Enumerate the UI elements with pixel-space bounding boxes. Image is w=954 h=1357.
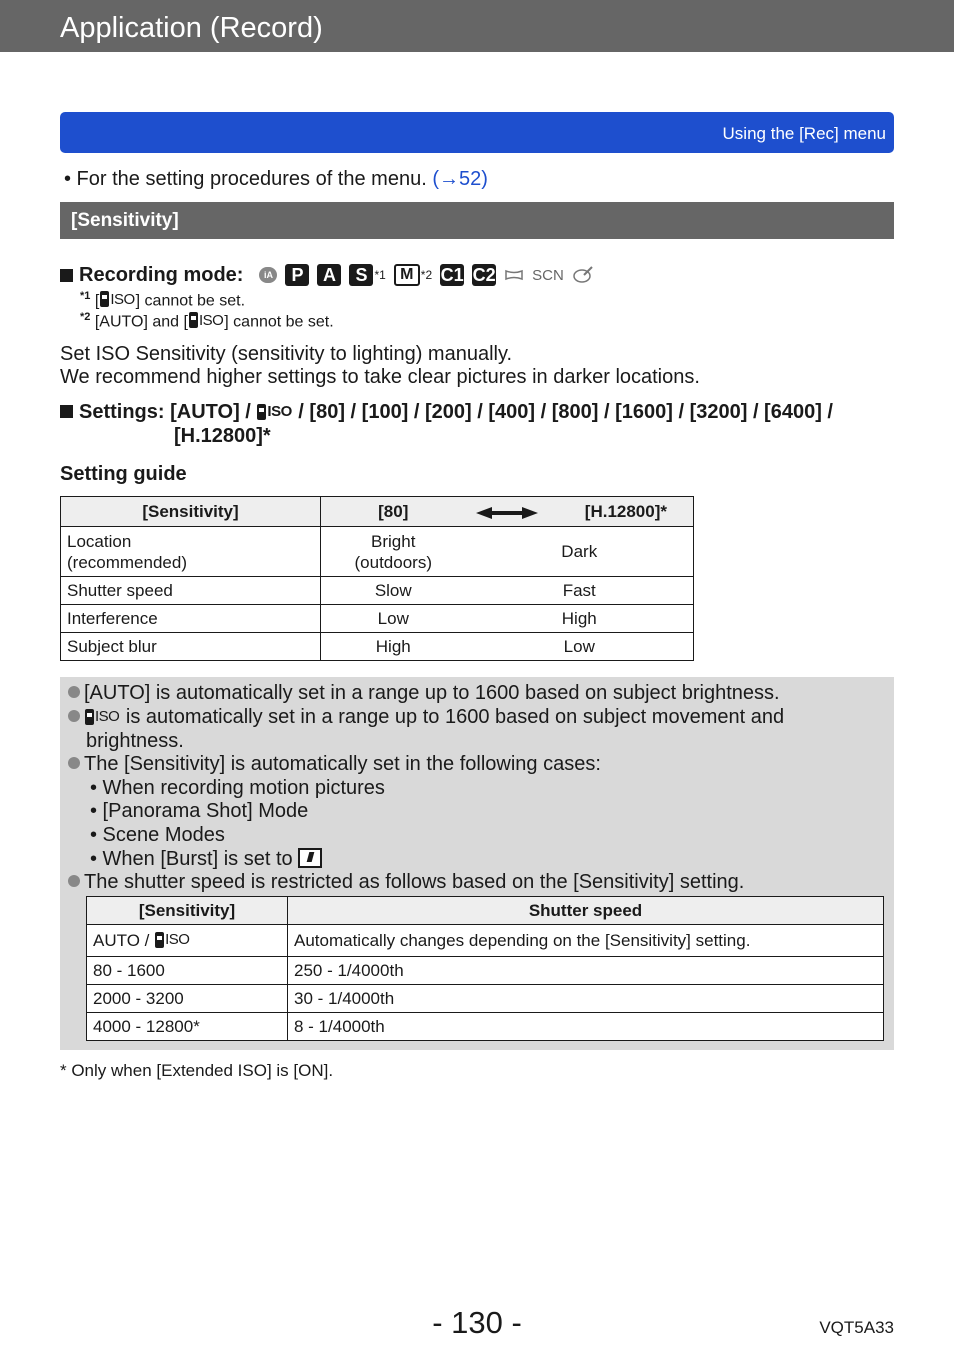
iso-label: ISO [267,403,292,420]
note-1-pre: [ [94,292,100,310]
scn-mode-icon: SCN [532,264,564,286]
info-text: The shutter speed is restricted as follows based on the [Sensitivity] setting. [84,871,745,893]
info-sub-item: • Scene Modes [90,824,225,846]
page-number: - 130 - [432,1305,522,1340]
square-bullet-icon [60,269,73,282]
intelligent-iso-icon [189,312,223,329]
cell-line: Location [67,531,132,551]
round-bullet-icon [68,686,80,698]
settings-list [60,400,833,448]
table-cell: 4000 - 12800* [87,1013,288,1041]
table-header [466,497,694,527]
p-mode-icon: P [285,264,309,286]
rec-menu-link[interactable]: Using the [Rec] menu [722,124,886,143]
procedure-note [64,168,488,191]
table-header-row [87,897,884,925]
info-bullet-2-cont: brightness. [86,730,184,752]
table-row [87,925,884,957]
setting-guide-table [60,496,694,661]
table-cell: High [321,633,466,661]
table-cell [87,925,288,957]
creative-control-icon [572,264,594,286]
table-row [87,1013,884,1041]
c1-mode-icon: C1 [440,264,464,285]
note-2-mark: *2 [80,311,91,323]
cell-line: (outdoors) [354,552,432,572]
table-cell: Automatically changes depending on the [Sensitivity] setting. [288,925,884,957]
table-row [61,605,694,633]
iso-label: ISO [165,931,190,948]
square-bullet-icon [60,405,73,418]
table-header: Shutter speed [288,897,884,925]
table-row [61,633,694,661]
header-high-label: [H.12800]* [584,501,667,521]
note-1-post: ] cannot be set. [135,292,246,310]
table-row [87,985,884,1013]
table-cell: Low [321,605,466,633]
table-cell: 80 - 1600 [87,957,288,985]
panorama-mode-icon [504,264,524,286]
note-1 [80,290,245,310]
table-cell: Interference [61,605,321,633]
cell-line: Bright [371,531,416,551]
table-cell: Subject blur [61,633,321,661]
table-cell: Fast [466,577,694,605]
description [60,343,700,389]
section-title: [Sensitivity] [71,210,179,231]
intelligent-iso-icon [100,291,134,308]
info-text: • When [Burst] is set to [90,848,299,870]
info-bullet-3 [68,752,601,776]
iso-label: ISO [95,708,120,725]
double-arrow-icon [476,506,538,520]
settings-pre: Settings: [AUTO] / [79,401,257,423]
intelligent-iso-icon [155,931,189,948]
table-cell: High [466,605,694,633]
top-bar [0,0,954,52]
m-mode-mark: *2 [420,268,433,282]
table-cell: Dark [466,527,694,577]
intelligent-iso-icon [257,400,291,424]
table-header: [Sensitivity] [87,897,288,925]
description-line-1: Set ISO Sensitivity (sensitivity to lighting) manually. [60,343,513,365]
table-header-row [61,497,694,527]
s-mode-icon: S [349,264,373,286]
procedure-text: • For the setting procedures of the menu. [64,168,433,190]
info-sub-item: • When recording motion pictures [90,777,385,799]
iso-label: ISO [198,311,224,329]
table-cell: Shutter speed [61,577,321,605]
a-mode-icon: A [317,264,341,286]
cell-text: AUTO / [93,930,155,950]
info-sub-item [90,847,322,871]
table-cell: Low [466,633,694,661]
recording-mode-label: Recording mode: [79,263,244,286]
intelligent-iso-icon [85,705,119,729]
table-cell: 30 - 1/4000th [288,985,884,1013]
section-header [60,202,894,239]
table-header: [Sensitivity] [61,497,321,527]
m-mode-icon: M [394,264,420,286]
info-bullet-2 [68,705,784,729]
page-title: Application (Record) [60,12,323,44]
info-sub-item: • [Panorama Shot] Mode [90,800,309,822]
round-bullet-icon [68,757,80,769]
table-cell: 250 - 1/4000th [288,957,884,985]
table-cell [61,527,321,577]
table-cell: 2000 - 3200 [87,985,288,1013]
description-line-2: We recommend higher settings to take clear pictures in darker locations. [60,366,700,388]
mode-icons [251,264,593,286]
info-bullet-4 [68,870,744,894]
note-2-post: ] cannot be set. [224,313,334,331]
info-text: [AUTO] is automatically set in a range up to 1600 based on subject brightness. [84,682,780,704]
info-text: The [Sensitivity] is automatically set in the following cases: [84,753,601,775]
shutter-speed-table [86,896,884,1041]
round-bullet-icon [68,710,80,722]
s-mode-mark: *1 [374,268,386,282]
settings-line-2: [H.12800]* [174,425,271,447]
recording-mode-row [60,262,594,288]
info-bullet-1 [68,681,780,705]
iso-label: ISO [110,290,135,308]
document-code: VQT5A33 [819,1318,894,1337]
note-1-mark: *1 [80,290,91,302]
table-row [61,527,694,577]
page-ref-link[interactable]: (→52) [432,168,488,190]
table-header: [80] [321,497,466,527]
footnote: * Only when [Extended ISO] is [ON]. [60,1061,334,1080]
note-2 [80,311,334,331]
table-cell: Slow [321,577,466,605]
cell-line: (recommended) [67,552,187,572]
setting-guide-heading: Setting guide [60,463,187,485]
table-row [87,957,884,985]
c2-mode-icon: C2 [472,264,496,285]
settings-post: / [80] / [100] / [200] / [400] / [800] / [1600] / [3200] / [6400] / [292,401,833,423]
burst-icon [298,848,322,868]
info-text: is automatically set in a range up to 1600 based on subject movement and [120,706,785,728]
note-2-pre: [AUTO] and [ [94,313,188,331]
ia-mode-icon: iA [259,267,277,283]
table-row [61,577,694,605]
round-bullet-icon [68,875,80,887]
rec-menu-bar [60,112,894,153]
table-cell [321,527,466,577]
table-cell: 8 - 1/4000th [288,1013,884,1041]
